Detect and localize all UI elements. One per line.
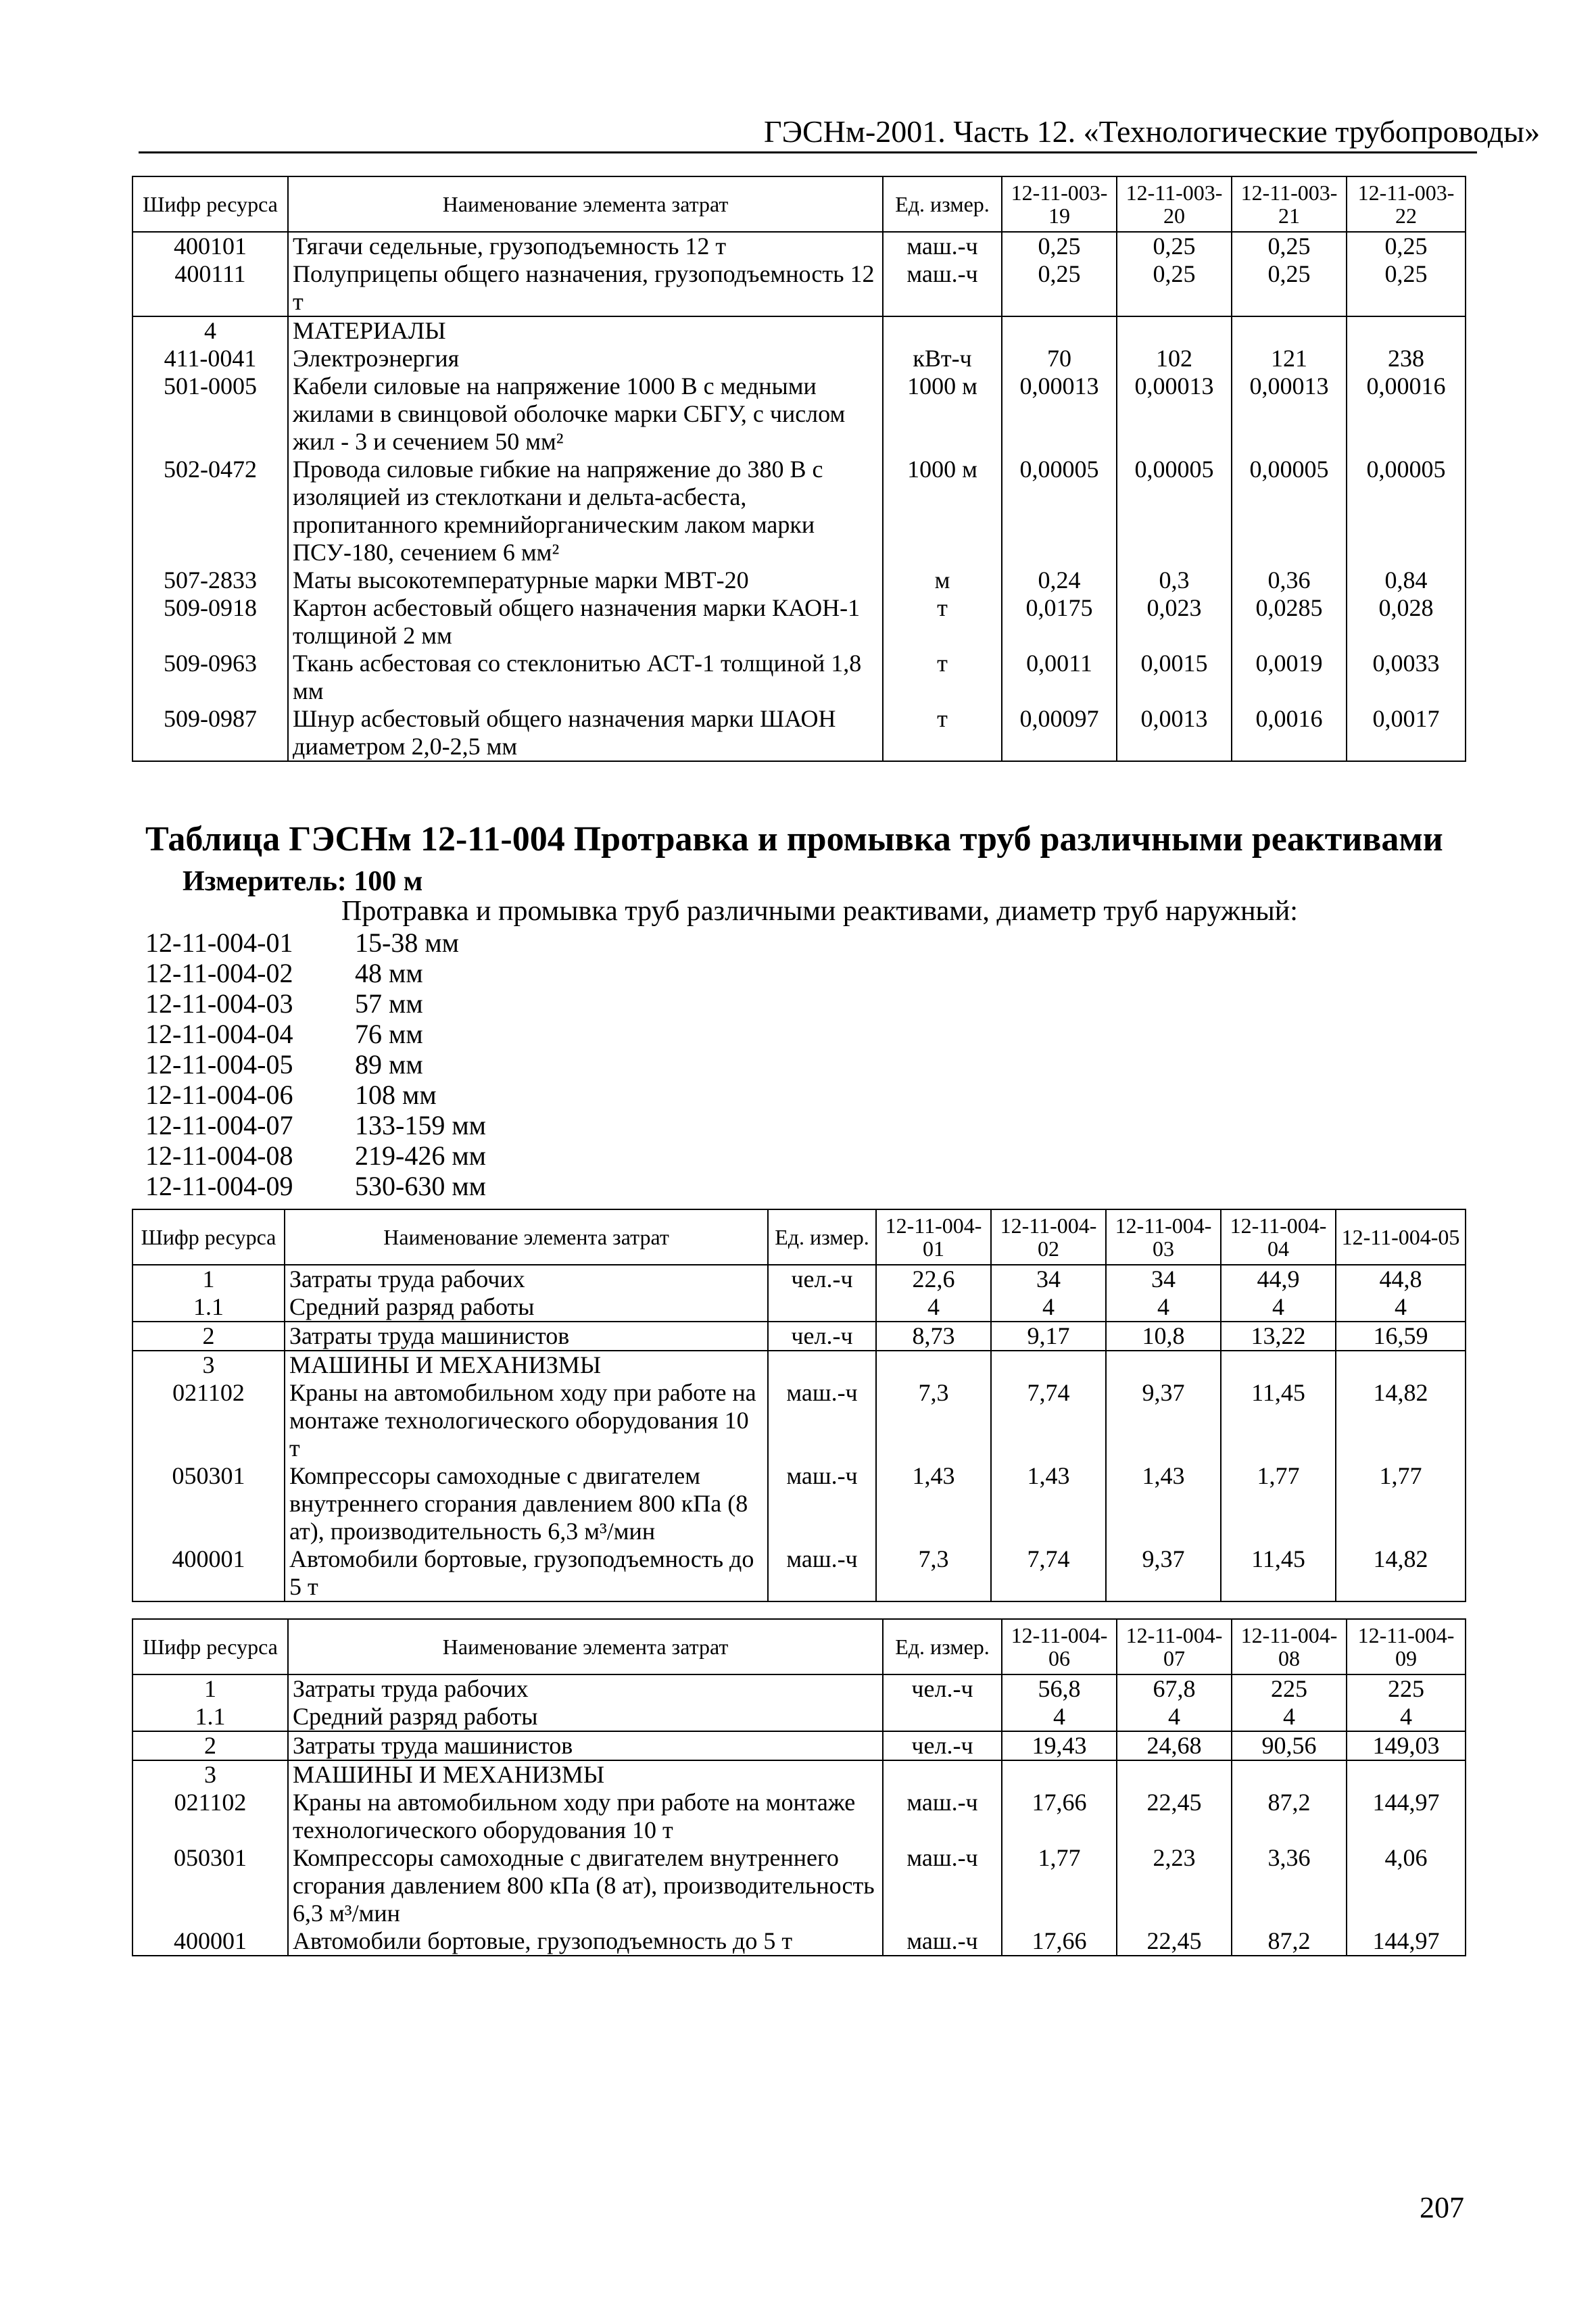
value-cell [1232,1760,1347,1789]
unit-cell: 1000 м [883,372,1002,456]
value-cell: 4 [1232,1703,1347,1731]
value-cell [876,1351,991,1379]
value-cell: 8,73 [876,1322,991,1351]
column-header: Ед. измер. [768,1209,876,1265]
unit-cell: маш.-ч [883,1789,1002,1844]
cost-element-name: Средний разряд работы [288,1703,883,1731]
table-row [132,705,1466,761]
meter-line: Измеритель: 100 м [183,866,423,897]
value-cell: 1,77 [1221,1462,1336,1545]
variant-item [145,958,486,988]
unit-cell: маш.-ч [768,1462,876,1545]
unit-cell: т [883,650,1002,705]
unit-cell: чел.-ч [768,1265,876,1293]
value-cell: 7,3 [876,1379,991,1462]
table-row [132,1379,1466,1462]
variant-code: 12-11-004-01 [145,927,293,958]
value-cell: 22,6 [876,1265,991,1293]
table-header [132,1619,1466,1674]
value-cell: 87,2 [1232,1927,1347,1956]
cost-element-name: Провода силовые гибкие на напряжение до 380 В с изоляцией из стеклоткани и дельта-асбеста, пропитанного кремнийорганическим лаком марки ПСУ-180, сечением 6 мм² [288,456,883,566]
value-cell: 1,43 [991,1462,1106,1545]
resource-code: 400001 [132,1545,285,1601]
column-header: Наименование элемента затрат [288,176,883,232]
value-cell: 0,0019 [1232,650,1347,705]
resource-code: 3 [132,1760,288,1789]
table-row [132,1703,1466,1731]
value-cell [1117,1760,1232,1789]
cost-element-name: МАТЕРИАЛЫ [288,316,883,345]
unit-cell [768,1351,876,1379]
value-cell: 0,023 [1117,594,1232,650]
table-header [132,1209,1466,1265]
resource-code: 509-0963 [132,650,288,705]
column-header: Шифр ресурса [132,176,288,232]
cost-element-name: Картон асбестовый общего назначения марки КАОН-1 толщиной 2 мм [288,594,883,650]
value-cell: 19,43 [1002,1731,1117,1760]
value-cell: 0,25 [1117,260,1232,316]
table-row [132,1789,1466,1844]
value-cell: 70 [1002,345,1117,372]
resource-table-003 [132,176,1466,762]
variant-list [145,927,486,1201]
cost-element-name: МАШИНЫ И МЕХАНИЗМЫ [288,1760,883,1789]
unit-cell: т [883,594,1002,650]
variant-code: 12-11-004-07 [145,1110,293,1140]
cost-element-name: МАШИНЫ И МЕХАНИЗМЫ [285,1351,768,1379]
resource-code: 021102 [132,1379,285,1462]
value-cell [1117,316,1232,345]
value-cell: 0,25 [1002,260,1117,316]
table-row [132,1265,1466,1293]
column-header: Ед. измер. [883,1619,1002,1674]
table-row [132,260,1466,316]
value-cell: 3,36 [1232,1844,1347,1927]
column-header: 12-11-004-07 [1117,1619,1232,1674]
unit-cell: м [883,566,1002,594]
value-cell: 0,0011 [1002,650,1117,705]
page-number: 207 [1420,2191,1464,2224]
running-header: ГЭСНм-2001. Часть 12. «Технологические трубопроводы» [764,114,1541,149]
value-cell [1336,1351,1466,1379]
resource-code: 509-0918 [132,594,288,650]
table-row [132,372,1466,456]
cost-element-name: Автомобили бортовые, грузоподъемность до 5 т [285,1545,768,1601]
variant-description: 530-630 мм [355,1171,486,1201]
value-cell [1002,1760,1117,1789]
value-cell: 7,74 [991,1545,1106,1601]
resource-code: 501-0005 [132,372,288,456]
column-header: Наименование элемента затрат [285,1209,768,1265]
value-cell: 0,25 [1117,232,1232,260]
table-row [132,566,1466,594]
unit-cell: маш.-ч [883,1927,1002,1956]
header-row [132,176,1466,232]
cost-element-name: Затраты труда рабочих [285,1265,768,1293]
value-cell: 7,74 [991,1379,1106,1462]
resource-code: 509-0987 [132,705,288,761]
table-row [132,232,1466,260]
value-cell [1347,316,1466,345]
value-cell: 44,9 [1221,1265,1336,1293]
table-header [132,176,1466,232]
value-cell: 4 [1221,1293,1336,1322]
value-cell: 149,03 [1347,1731,1466,1760]
resource-code: 1.1 [132,1293,285,1322]
header-row [132,1619,1466,1674]
column-header: 12-11-003-22 [1347,176,1466,232]
unit-cell [883,316,1002,345]
value-cell: 22,45 [1117,1927,1232,1956]
column-header: 12-11-004-06 [1002,1619,1117,1674]
value-cell: 0,25 [1232,232,1347,260]
value-cell: 0,0175 [1002,594,1117,650]
column-header: 12-11-004-09 [1347,1619,1466,1674]
value-cell: 1,77 [1336,1462,1466,1545]
value-cell: 1,43 [876,1462,991,1545]
cost-element-name: Полуприцепы общего назначения, грузоподъемность 12 т [288,260,883,316]
unit-cell: т [883,705,1002,761]
variant-item [145,1049,486,1080]
table-row [132,1293,1466,1322]
value-cell: 11,45 [1221,1379,1336,1462]
column-header: Ед. измер. [883,176,1002,232]
column-header: Шифр ресурса [132,1209,285,1265]
variant-code: 12-11-004-05 [145,1049,293,1080]
variant-description: 76 мм [355,1019,423,1049]
value-cell: 0,25 [1002,232,1117,260]
table-row [132,1462,1466,1545]
value-cell: 2,23 [1117,1844,1232,1927]
value-cell: 14,82 [1336,1379,1466,1462]
value-cell: 0,0013 [1117,705,1232,761]
resource-code: 1 [132,1674,288,1703]
value-cell: 4 [991,1293,1106,1322]
value-cell: 0,00097 [1002,705,1117,761]
value-cell: 56,8 [1002,1674,1117,1703]
resource-code: 1 [132,1265,285,1293]
variant-description: 219-426 мм [355,1140,486,1171]
table-body [132,1265,1466,1601]
variant-description: 48 мм [355,958,423,988]
value-cell: 0,36 [1232,566,1347,594]
resource-code: 2 [132,1322,285,1351]
value-cell: 44,8 [1336,1265,1466,1293]
value-cell: 90,56 [1232,1731,1347,1760]
cost-element-name: Электроэнергия [288,345,883,372]
resource-code: 050301 [132,1462,285,1545]
table-row [132,1760,1466,1789]
value-cell [991,1351,1106,1379]
value-cell: 7,3 [876,1545,991,1601]
value-cell: 4 [1002,1703,1117,1731]
column-header: Шифр ресурса [132,1619,288,1674]
resource-code: 502-0472 [132,456,288,566]
variant-code: 12-11-004-03 [145,988,293,1019]
table-body [132,1674,1466,1956]
table-row [132,1322,1466,1351]
table-row [132,1545,1466,1601]
value-cell: 4 [1117,1703,1232,1731]
resource-code: 2 [132,1731,288,1760]
resource-code: 507-2833 [132,566,288,594]
resource-table-004-01-05 [132,1209,1466,1602]
column-header: 12-11-004-02 [991,1209,1106,1265]
table-row [132,1844,1466,1927]
value-cell: 9,37 [1106,1379,1221,1462]
value-cell: 34 [1106,1265,1221,1293]
value-cell [1002,316,1117,345]
value-cell: 17,66 [1002,1927,1117,1956]
value-cell: 14,82 [1336,1545,1466,1601]
value-cell: 0,0015 [1117,650,1232,705]
variant-code: 12-11-004-08 [145,1140,293,1171]
cost-element-name: Компрессоры самоходные с двигателем внутреннего сгорания давлением 800 кПа (8 ат), производительность 6,3 м³/мин [288,1844,883,1927]
value-cell: 16,59 [1336,1322,1466,1351]
resource-code: 050301 [132,1844,288,1927]
table-row [132,1927,1466,1956]
column-header: 12-11-003-20 [1117,176,1232,232]
variant-item [145,1171,486,1201]
unit-cell: чел.-ч [883,1674,1002,1703]
table-row [132,1674,1466,1703]
value-cell: 1,77 [1002,1844,1117,1927]
table-row [132,316,1466,345]
cost-element-name: Шнур асбестовый общего назначения марки ШАОН диаметром 2,0-2,5 мм [288,705,883,761]
table-body [132,232,1466,761]
table-row [132,1731,1466,1760]
unit-cell: маш.-ч [768,1545,876,1601]
cost-element-name: Кабели силовые на напряжение 1000 В с медными жилами в свинцовой оболочке марки СБГУ, с числом жил - 3 и сечением 50 мм² [288,372,883,456]
variant-description: 108 мм [355,1080,437,1110]
header-row [132,1209,1466,1265]
resource-code: 400111 [132,260,288,316]
value-cell: 0,25 [1347,232,1466,260]
column-header: 12-11-004-05 [1336,1209,1466,1265]
variant-description: 133-159 мм [355,1110,486,1140]
cost-element-name: Затраты труда машинистов [288,1731,883,1760]
column-header: 12-11-004-01 [876,1209,991,1265]
variant-description: 57 мм [355,988,423,1019]
resource-code: 411-0041 [132,345,288,372]
variant-item [145,1140,486,1171]
value-cell [1347,1760,1466,1789]
value-cell: 102 [1117,345,1232,372]
value-cell: 0,00005 [1117,456,1232,566]
unit-cell: маш.-ч [768,1379,876,1462]
value-cell: 4 [876,1293,991,1322]
unit-cell [883,1703,1002,1731]
cost-element-name: Автомобили бортовые, грузоподъемность до 5 т [288,1927,883,1956]
work-description: Протравка и промывка труб различными реактивами, диаметр труб наружный: [341,896,1298,927]
value-cell: 121 [1232,345,1347,372]
value-cell: 144,97 [1347,1927,1466,1956]
variant-code: 12-11-004-09 [145,1171,293,1201]
cost-element-name: Маты высокотемпературные марки МВТ-20 [288,566,883,594]
value-cell: 0,00013 [1232,372,1347,456]
value-cell: 1,43 [1106,1462,1221,1545]
unit-cell: маш.-ч [883,1844,1002,1927]
cost-element-name: Краны на автомобильном ходу при работе на монтаже технологического оборудования 10 т [285,1379,768,1462]
variant-item [145,1080,486,1110]
resource-code: 400001 [132,1927,288,1956]
value-cell: 4 [1336,1293,1466,1322]
value-cell [1221,1351,1336,1379]
cost-element-name: Краны на автомобильном ходу при работе на монтаже технологического оборудования 10 т [288,1789,883,1844]
value-cell: 67,8 [1117,1674,1232,1703]
value-cell: 0,0017 [1347,705,1466,761]
column-header: 12-11-004-03 [1106,1209,1221,1265]
value-cell: 9,17 [991,1322,1106,1351]
value-cell: 0,00005 [1347,456,1466,566]
value-cell: 0,0016 [1232,705,1347,761]
column-header: 12-11-003-19 [1002,176,1117,232]
table-row [132,345,1466,372]
resource-code: 1.1 [132,1703,288,1731]
cost-element-name: Ткань асбестовая со стеклонитью АСТ-1 толщиной 1,8 мм [288,650,883,705]
unit-cell: чел.-ч [883,1731,1002,1760]
column-header: 12-11-004-04 [1221,1209,1336,1265]
unit-cell: маш.-ч [883,260,1002,316]
value-cell: 0,84 [1347,566,1466,594]
cost-element-name: Тягачи седельные, грузоподъемность 12 т [288,232,883,260]
variant-code: 12-11-004-04 [145,1019,293,1049]
value-cell: 144,97 [1347,1789,1466,1844]
cost-element-name: Средний разряд работы [285,1293,768,1322]
column-header: Наименование элемента затрат [288,1619,883,1674]
value-cell: 225 [1232,1674,1347,1703]
value-cell: 4 [1106,1293,1221,1322]
variant-item [145,1019,486,1049]
value-cell: 0,00013 [1002,372,1117,456]
unit-cell: маш.-ч [883,232,1002,260]
value-cell: 4,06 [1347,1844,1466,1927]
variant-code: 12-11-004-06 [145,1080,293,1110]
value-cell: 34 [991,1265,1106,1293]
value-cell: 87,2 [1232,1789,1347,1844]
variant-item [145,1110,486,1140]
value-cell: 0,00016 [1347,372,1466,456]
resource-code: 4 [132,316,288,345]
value-cell: 0,25 [1232,260,1347,316]
value-cell: 225 [1347,1674,1466,1703]
value-cell: 11,45 [1221,1545,1336,1601]
variant-item [145,988,486,1019]
value-cell [1106,1351,1221,1379]
resource-table-004-06-09 [132,1618,1466,1956]
value-cell: 0,3 [1117,566,1232,594]
unit-cell: кВт-ч [883,345,1002,372]
value-cell: 0,24 [1002,566,1117,594]
unit-cell [883,1760,1002,1789]
value-cell: 24,68 [1117,1731,1232,1760]
cost-element-name: Компрессоры самоходные с двигателем внутреннего сгорания давлением 800 кПа (8 ат), производительность 6,3 м³/мин [285,1462,768,1545]
cost-element-name: Затраты труда рабочих [288,1674,883,1703]
table-row [132,456,1466,566]
value-cell: 9,37 [1106,1545,1221,1601]
column-header: 12-11-004-08 [1232,1619,1347,1674]
table-row [132,1351,1466,1379]
unit-cell: 1000 м [883,456,1002,566]
value-cell: 13,22 [1221,1322,1336,1351]
unit-cell: чел.-ч [768,1322,876,1351]
value-cell: 0,00005 [1232,456,1347,566]
value-cell: 4 [1347,1703,1466,1731]
header-rule [139,151,1477,153]
value-cell: 22,45 [1117,1789,1232,1844]
variant-code: 12-11-004-02 [145,958,293,988]
value-cell: 10,8 [1106,1322,1221,1351]
variant-description: 15-38 мм [355,927,459,958]
value-cell: 0,028 [1347,594,1466,650]
unit-cell [768,1293,876,1322]
variant-item [145,927,486,958]
resource-code: 400101 [132,232,288,260]
resource-code: 021102 [132,1789,288,1844]
value-cell: 0,0033 [1347,650,1466,705]
value-cell: 0,0285 [1232,594,1347,650]
resource-code: 3 [132,1351,285,1379]
table-row [132,594,1466,650]
column-header: 12-11-003-21 [1232,176,1347,232]
section-title: Таблица ГЭСНм 12-11-004 Протравка и промывка труб различными реактивами [145,820,1443,859]
table-row [132,650,1466,705]
cost-element-name: Затраты труда машинистов [285,1322,768,1351]
value-cell: 0,00005 [1002,456,1117,566]
value-cell [1232,316,1347,345]
variant-description: 89 мм [355,1049,423,1080]
value-cell: 0,00013 [1117,372,1232,456]
value-cell: 0,25 [1347,260,1466,316]
value-cell: 17,66 [1002,1789,1117,1844]
value-cell: 238 [1347,345,1466,372]
